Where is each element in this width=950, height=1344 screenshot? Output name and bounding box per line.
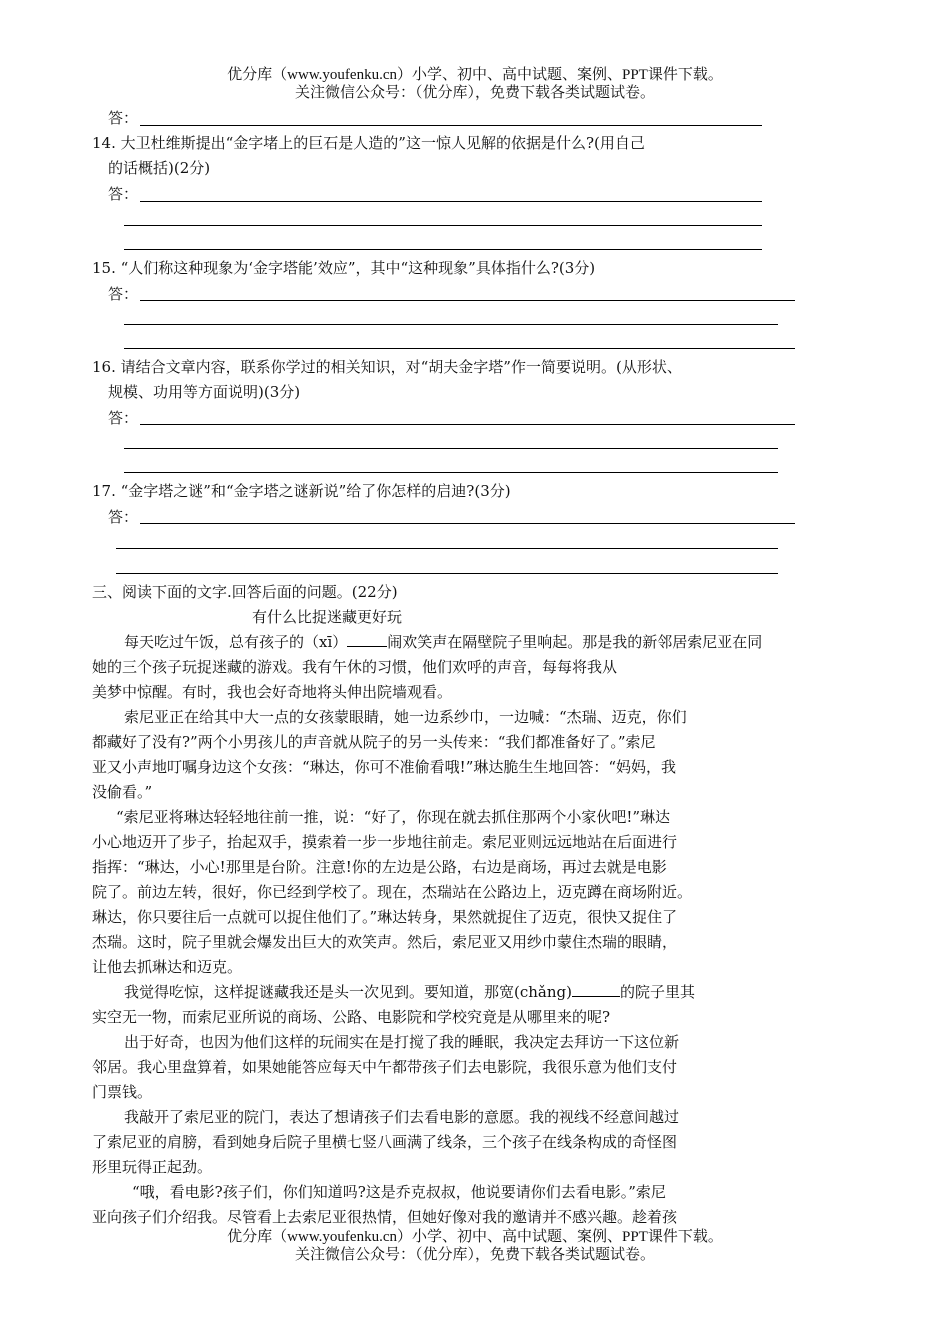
passage-line: 亚又小声地叮嘱身边这个女孩：“琳达，你可不准偷看哦!”琳达脆生生地回答：“妈妈，我 [92,758,677,776]
q16-text-2: 规模、功用等方面说明)(3分) [108,383,301,401]
answer-line[interactable] [116,548,778,549]
page-footer [0,1228,950,1264]
header-line-2: 关注微信公众号：（优分库），免费下载各类试题试卷。 [294,85,655,101]
q14-text-2: 的话概括)(2分) [108,159,211,177]
answer-label: 答： [108,508,139,526]
passage-line: 她的三个孩子玩捉迷藏的游戏。我有午休的习惯，他们欢呼的声音，每每将我从 [92,658,618,676]
passage-line: “索尼亚将琳达轻轻地往前一推，说：“好了，你现在就去抓住那两个小家伙吧!”琳达 [116,808,671,826]
answer-label: 答： [108,185,139,203]
q15-text-1: 15. “人们称这种现象为‘金字塔能’效应”，其中“这种现象”具体指什么?(3分) [92,259,596,277]
fill-blank[interactable] [572,982,620,997]
q16-text-1: 16. 请结合文章内容，联系你学过的相关知识，对“胡夫金字塔”作一简要说明。(从形状、 [92,358,682,376]
passage-line: 让他去抓琳达和迈克。 [92,958,243,976]
answer-label: 答： [108,285,139,303]
header-line-1: 优分库（www.youfenku.cn）小学、初中、高中试题、案例、PPT课件下载。 [227,67,723,83]
page-header [0,66,950,102]
passage-line: 出于好奇，也因为他们这样的玩闹实在是打搅了我的睡眠，我决定去拜访一下这位新 [124,1033,680,1051]
section-3-intro: 三、阅读下面的文字.回答后面的问题。(22分) [92,583,398,601]
passage-line [124,632,762,652]
passage-title: 有什么比捉迷藏更好玩 [252,608,403,626]
passage-line: 琳达，你只要往后一点就可以捉住他们了。”琳达转身，果然就捉住了迈克，很快又捉住了 [92,908,678,926]
passage-line: 都藏好了没有?”两个小男孩儿的声音就从院子的另一头传来：“我们都准备好了。”索尼 [92,733,656,751]
q14-text-1: 14. 大卫杜维斯提出“金字堵上的巨石是人造的”这一惊人见解的依据是什么?(用自己 [92,134,645,152]
answer-label: 答： [108,109,139,127]
passage-line: “哦，看电影?孩子们，你们知道吗?这是乔克叔叔，他说要请你们去看电影。”索尼 [132,1183,666,1201]
passage-line: 我敲开了索尼亚的院门，表达了想请孩子们去看电影的意愿。我的视线不经意间越过 [124,1108,680,1126]
answer-line[interactable] [124,448,778,449]
passage-line: 形里玩得正起劲。 [92,1158,213,1176]
passage-text: 闹欢笑声在隔壁院子里响起。那是我的新邻居索尼亚在同 [387,633,763,651]
passage-line: 实空无一物，而索尼亚所说的商场、公路、电影院和学校究竟是从哪里来的呢? [92,1008,611,1026]
passage-line: 小心地迈开了步子，抬起双手，摸索着一步一步地往前走。索尼亚则远远地站在后面进行 [92,833,678,851]
passage-text: 我觉得吃惊，这样捉谜藏我还是头一次见到。要知道，那宽(chǎng) [124,983,572,1001]
answer-line[interactable] [140,125,762,126]
footer-line-1: 优分库（www.youfenku.cn）小学、初中、高中试题、案例、PPT课件下载。 [227,1229,723,1245]
passage-line [124,982,695,1002]
q17-text-1: 17. “金字塔之谜”和“金字塔之谜新说”给了你怎样的启迪?(3分) [92,482,511,500]
answer-label: 答： [108,409,139,427]
passage-line: 没偷看。” [92,783,153,801]
passage-line: 指挥：“琳达，小心!那里是台阶。注意!你的左边是公路，右边是商场，再过去就是电影 [92,858,667,876]
answer-line[interactable] [124,324,778,325]
passage-line: 了索尼亚的肩膀，看到她身后院子里横七竖八画满了线条，三个孩子在线条构成的奇怪图 [92,1133,678,1151]
passage-line: 邻居。我心里盘算着，如果她能答应每天中午都带孩子们去电影院，我很乐意为他们支付 [92,1058,678,1076]
passage-line: 美梦中惊醒。有时，我也会好奇地将头伸出院墙观看。 [92,683,453,701]
passage-line: 杰瑞。这时，院子里就会爆发出巨大的欢笑声。然后，索尼亚又用纱巾蒙住杰瑞的眼睛， [92,933,678,951]
answer-line[interactable] [124,348,795,349]
answer-line[interactable] [124,249,762,250]
answer-line[interactable] [124,472,778,473]
passage-text: 的院子里其 [619,983,695,1001]
answer-line[interactable] [124,225,762,226]
answer-line[interactable] [140,300,795,301]
answer-line[interactable] [140,201,762,202]
answer-line[interactable] [140,523,795,524]
passage-line: 亚向孩子们介绍我。尽管看上去索尼亚很热情，但她好像对我的邀请并不感兴趣。趁着孩 [92,1208,678,1226]
passage-line: 院了。前边左转，很好，你已经到学校了。现在，杰瑞站在公路边上，迈克蹲在商场附近。 [92,883,693,901]
passage-line: 门票钱。 [92,1083,153,1101]
answer-line[interactable] [116,573,778,574]
passage-text: 每天吃过午饭，总有孩子的（xī） [124,633,348,651]
passage-line: 索尼亚正在给其中大一点的女孩蒙眼睛，她一边系纱巾，一边喊：“杰瑞、迈克，你们 [124,708,687,726]
answer-line[interactable] [140,424,795,425]
fill-blank[interactable] [347,632,387,647]
footer-line-2: 关注微信公众号：（优分库），免费下载各类试题试卷。 [294,1247,655,1263]
